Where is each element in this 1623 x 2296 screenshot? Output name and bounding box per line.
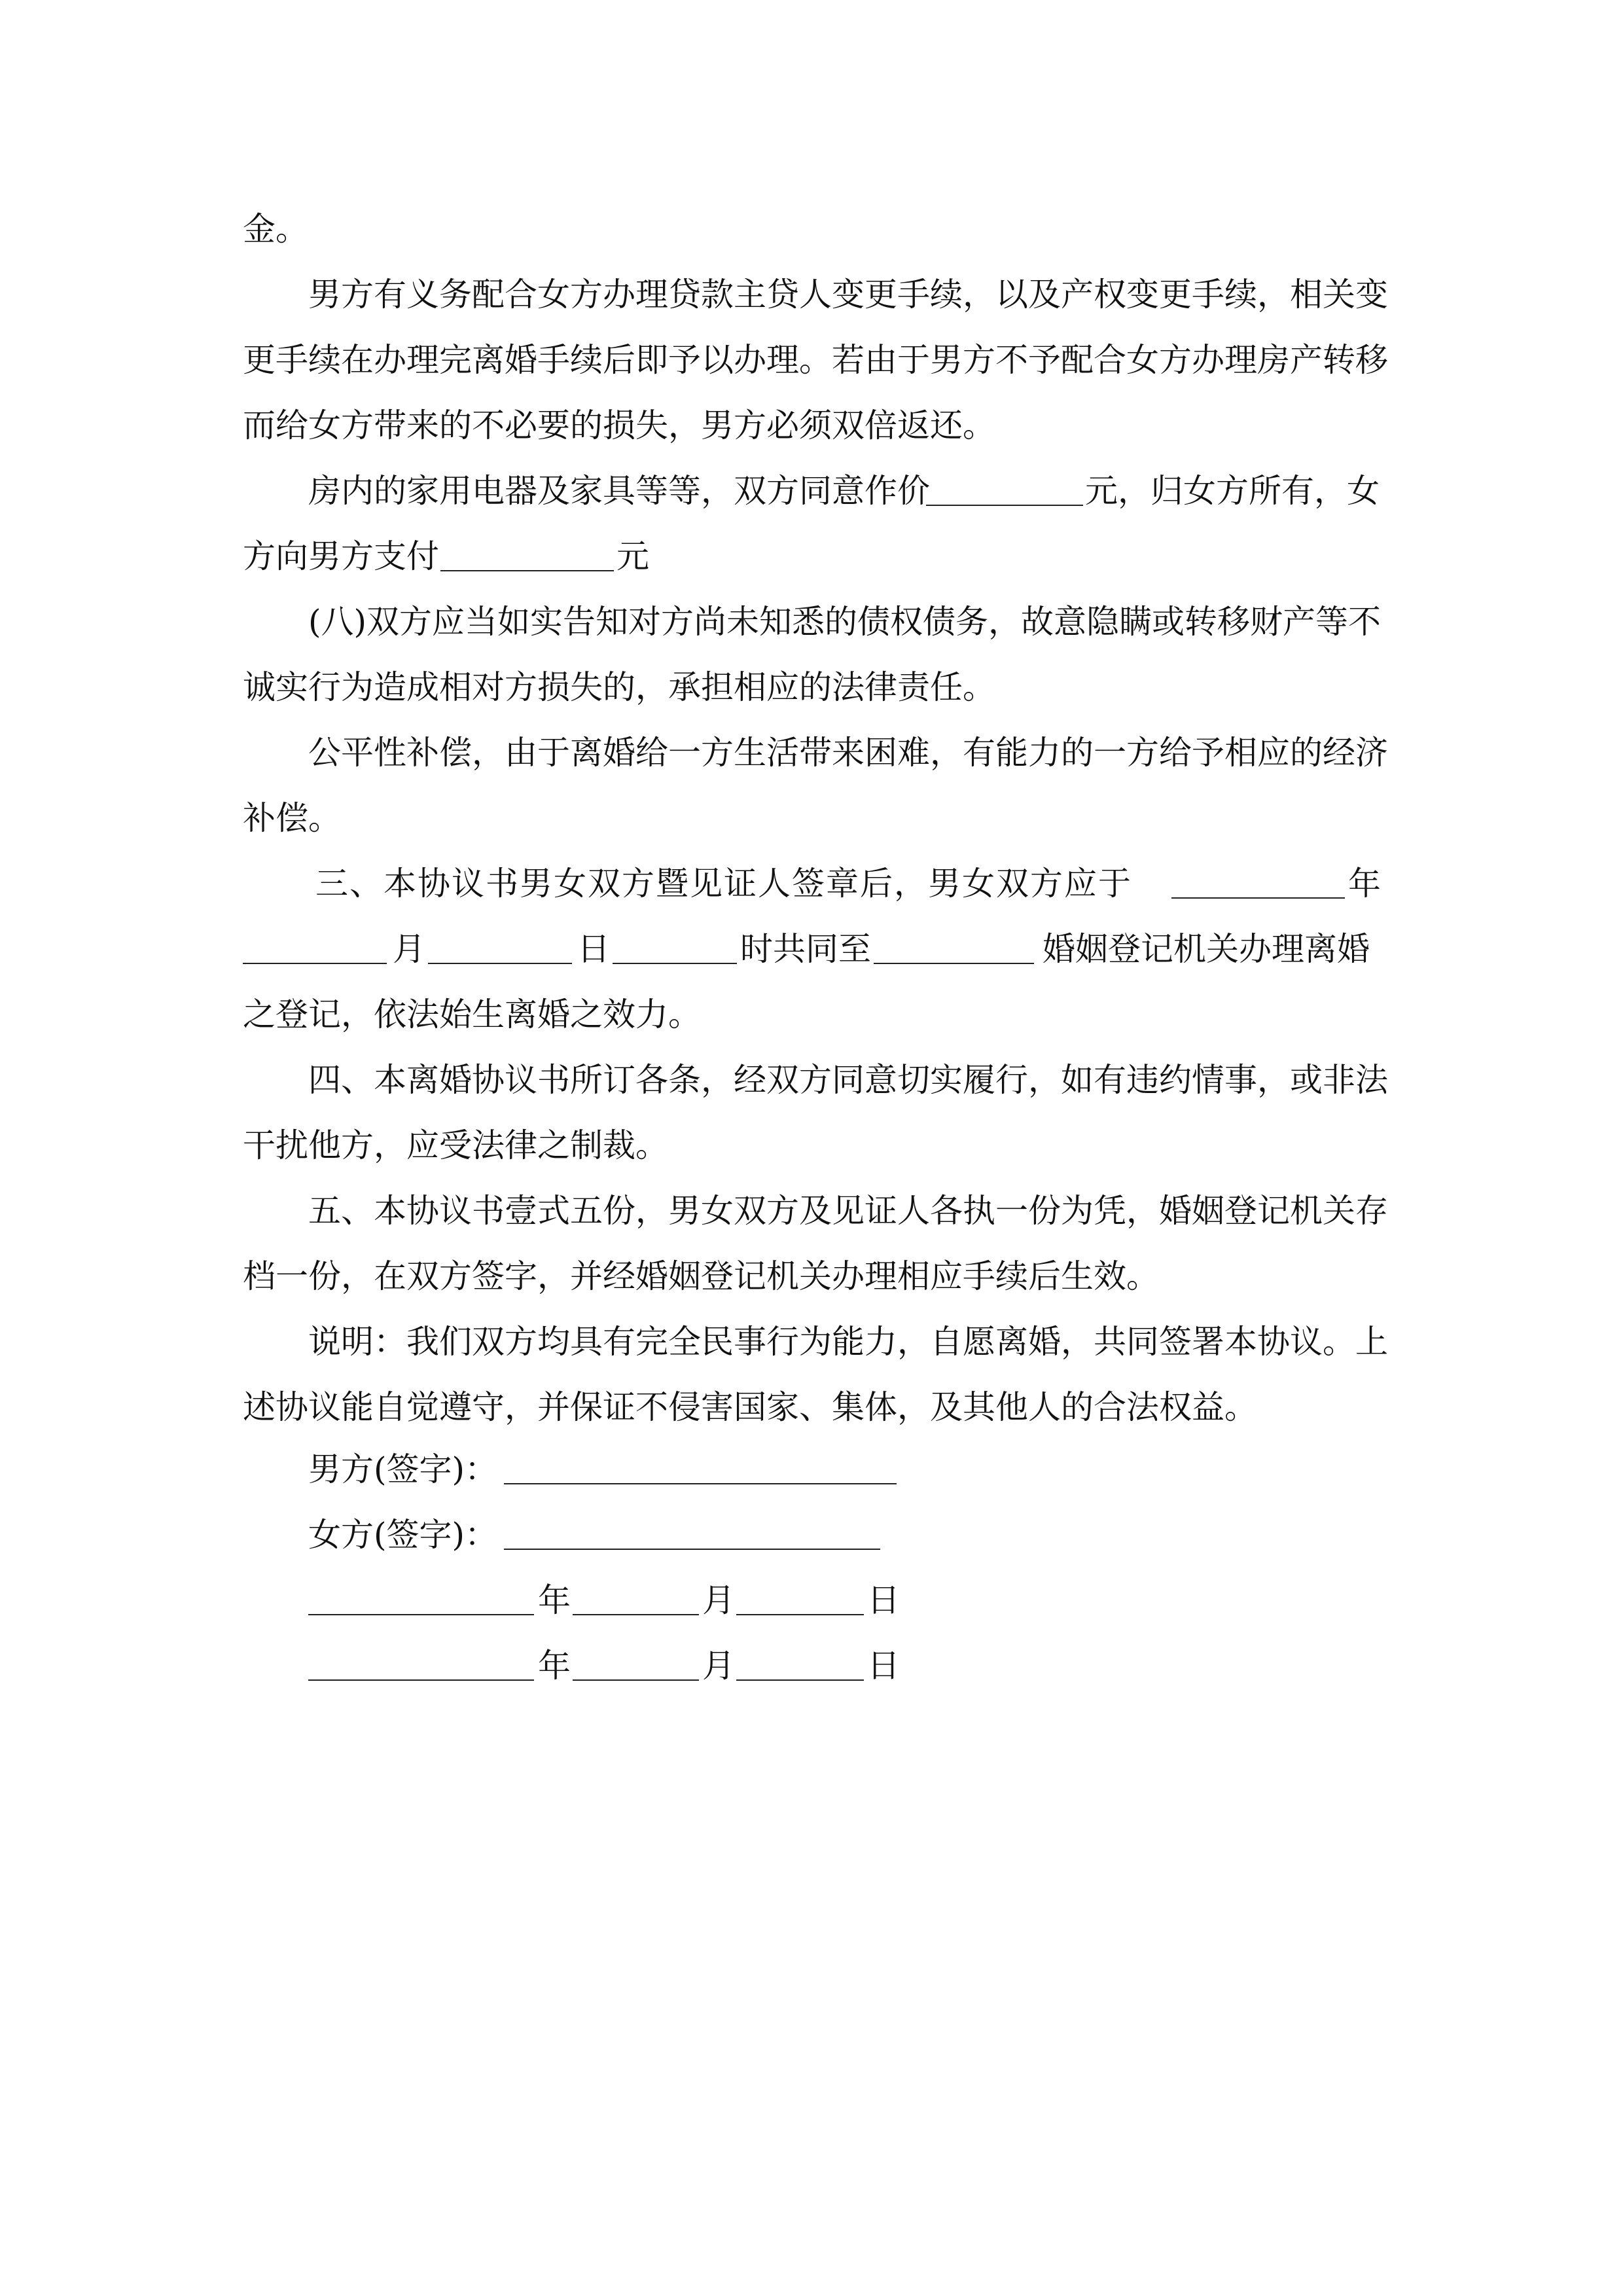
text-span: 说明：我们双方均具有完全民事行为能力，自愿离婚，共同签署本协议。上 [308,1323,1388,1361]
registry-blank [874,926,1034,964]
payment-blank [440,533,614,571]
date-year-label [538,1633,571,1698]
male-signature-label [308,1437,497,1502]
text-span: (八)双方应当如实告知对方尚未知悉的债权债务，故意隐瞒或转移财产等不 [308,603,1382,641]
text-line [1348,851,1381,916]
text-line [1085,458,1380,524]
text-span: 而给女方带来的不必要的损失，男方必须双倍返还。 [243,406,995,444]
text-line [315,851,1132,916]
female-signature-blank [504,1512,880,1550]
text-span: 补偿。 [243,799,341,837]
text-line [243,393,995,458]
text-line [1043,916,1370,982]
text-line [243,1113,668,1178]
text-span: 男方有义务配合女方办理贷款主贷人变更手续，以及产权变更手续，相关变 [308,276,1388,314]
text-span: 元，归女方所有，女 [1085,472,1380,510]
text-span: 月 [702,1647,735,1685]
date-day-label [867,1633,900,1698]
text-span: 三、本协议书男女双方暨见证人签章后，男女双方应于 [315,865,1132,903]
month-blank [243,926,387,964]
text-line [243,785,341,851]
date-month-blank [573,1643,699,1681]
text-span: 五、本协议书壹式五份，男女双方及见证人各执一份为凭，婚姻登记机关存 [308,1192,1388,1230]
text-span: 日 [867,1647,900,1685]
text-span: 更手续在办理完离婚手续后即予以办理。若由于男方不予配合女方办理房产转移 [243,341,1388,379]
day-blank [428,926,572,964]
text-span: 述协议能自觉遵守，并保证不侵害国家、集体，及其他人的合法权益。 [243,1388,1257,1426]
text-line [308,720,1388,785]
text-line [577,916,610,982]
text-span: 年 [538,1581,571,1619]
text-span: 年 [1348,865,1381,903]
text-line [740,916,871,982]
text-span: 日 [577,930,610,968]
text-span: 方向男方支付 [243,537,439,575]
date-year-blank [308,1643,534,1681]
date-day-label [867,1568,900,1633]
price-blank [926,468,1083,506]
year-blank [1171,861,1345,899]
text-span: 月 [702,1581,735,1619]
text-span: 日 [867,1581,900,1619]
date-year-blank [308,1577,534,1615]
text-line [308,589,1381,655]
text-span: 之登记，依法始生离婚之效力。 [243,996,701,1033]
text-span: 房内的家用电器及家具等等，双方同意作价 [308,472,930,510]
text-line [243,655,995,720]
text-line [243,327,1388,393]
text-line [308,458,930,524]
text-line [243,524,439,589]
text-line [393,916,425,982]
text-span: 诚实行为造成相对方损失的，承担相应的法律责任。 [243,668,995,706]
text-line [243,1244,1159,1309]
text-line [243,982,701,1047]
text-span: 婚姻登记机关办理离婚 [1043,930,1370,968]
text-span: 金。 [243,210,308,248]
text-span: 公平性补偿，由于离婚给一方生活带来困难，有能力的一方给予相应的经济 [308,734,1388,772]
date-day-blank [736,1643,864,1681]
date-month-blank [573,1577,699,1615]
text-span: 女方(签字)： [308,1516,498,1554]
date-month-label [702,1633,735,1698]
date-month-label [702,1568,735,1633]
text-line [243,196,308,262]
date-year-label [538,1568,571,1633]
text-line [308,262,1388,327]
text-span: 男方(签字)： [308,1450,498,1488]
female-signature-label [308,1502,497,1568]
text-span: 档一份，在双方签字，并经婚姻登记机关办理相应手续后生效。 [243,1257,1159,1295]
text-line [616,524,649,589]
text-span: 月 [393,930,425,968]
text-line [308,1047,1388,1113]
date-day-blank [736,1577,864,1615]
text-span: 元 [616,537,649,575]
text-line [308,1309,1388,1374]
text-line [243,1374,1257,1440]
text-span: 时共同至 [740,930,871,968]
male-signature-blank [504,1446,897,1484]
text-line [308,1178,1388,1244]
hour-blank [613,926,737,964]
text-span: 年 [538,1647,571,1685]
text-span: 干扰他方，应受法律之制裁。 [243,1126,668,1164]
text-span: 四、本离婚协议书所订各条，经双方同意切实履行，如有违约情事，或非法 [308,1061,1388,1099]
